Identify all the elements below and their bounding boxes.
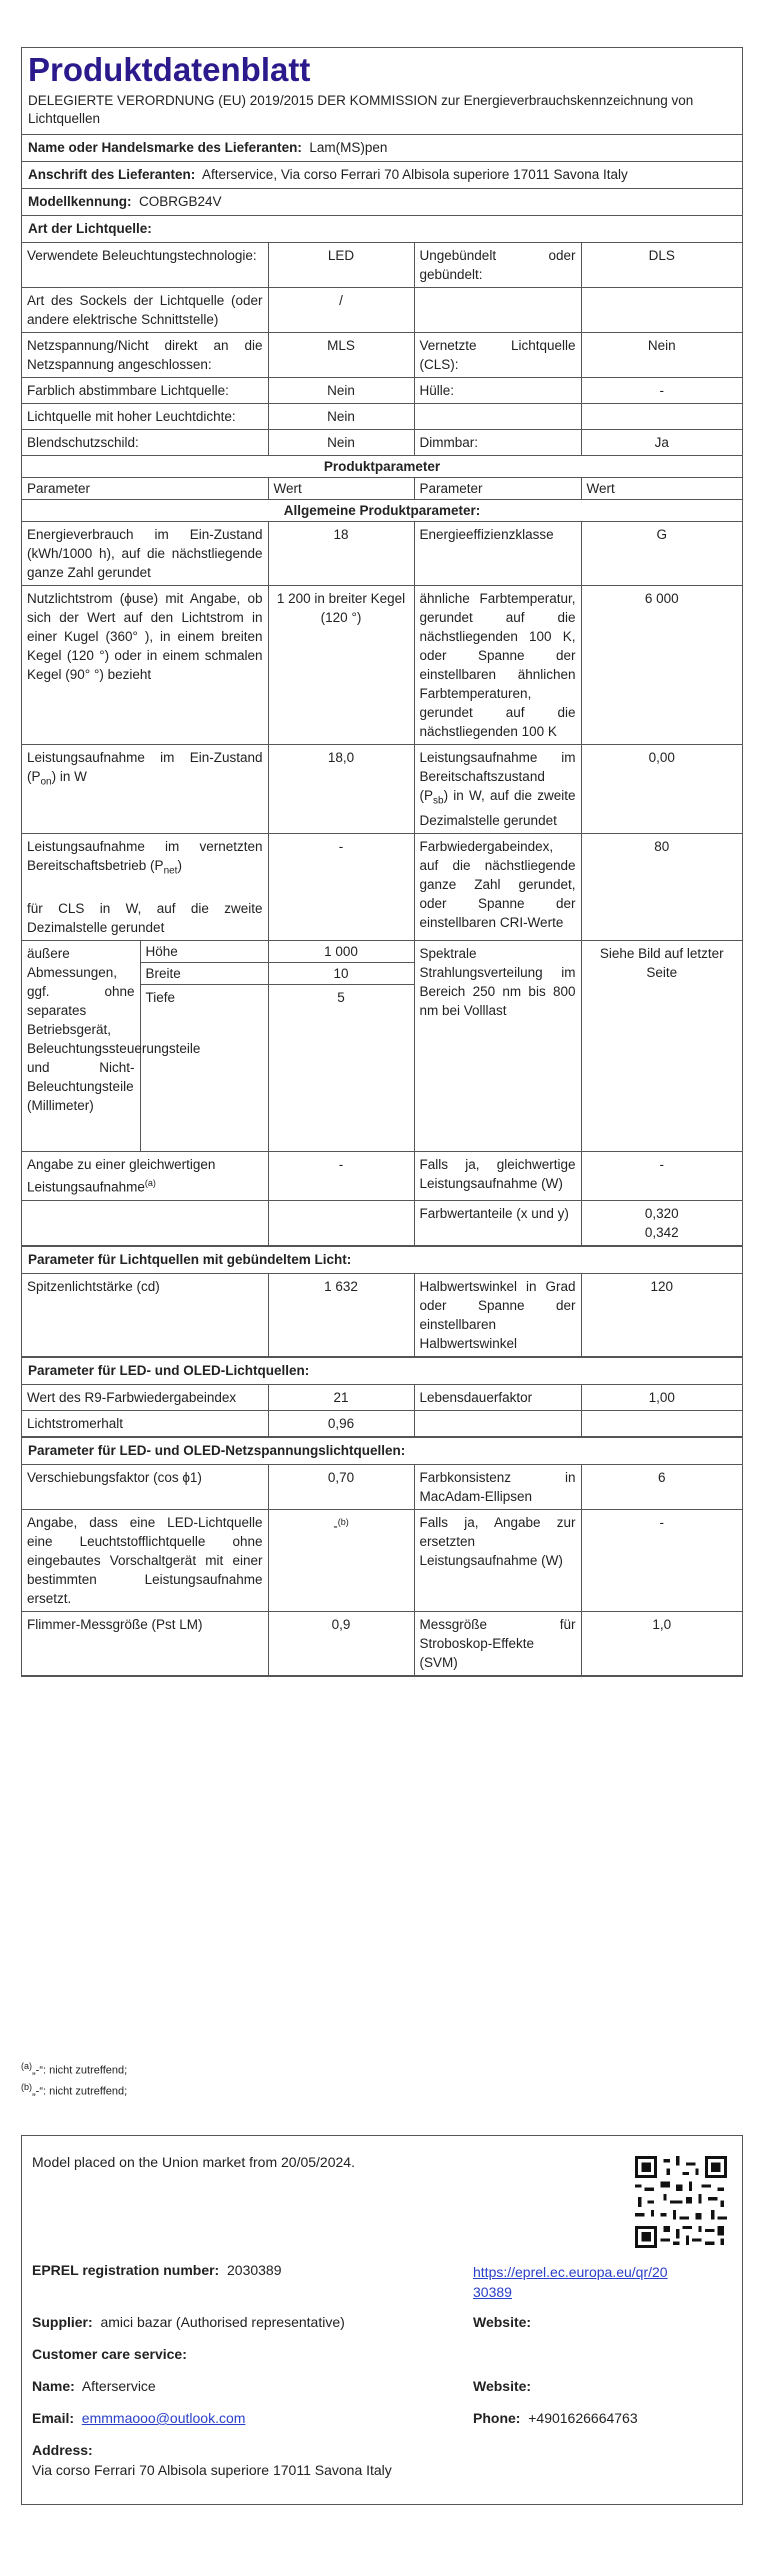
dim-depth-label: Tiefe (140, 985, 268, 1152)
colour-consistency-label: Farbkonsistenz in MacAdam-Ellipsen (414, 1464, 581, 1509)
empty-cell (22, 1200, 268, 1245)
replaced-power-value: - (581, 1509, 742, 1611)
supplier-website-label: Website: (473, 2314, 532, 2330)
anti-glare-value: Nein (268, 430, 414, 456)
mains-label: Netzspannung/Nicht direkt an die Netzspannung angeschlossen: (22, 333, 268, 378)
peak-intensity-label: Spitzenlichtstärke (cd) (22, 1273, 268, 1356)
survival-factor-label: Lebensdauerfaktor (414, 1384, 581, 1410)
empty-cell (414, 404, 581, 430)
table-row (22, 378, 742, 404)
dim-width-value: 10 (268, 963, 414, 985)
replacement-claim-value: -$^{(b)}$ (268, 1509, 414, 1611)
care-website-label: Website: (473, 2378, 532, 2394)
equivalent-power-claim-label: Angabe zu einer gleichwertigen Leistungsaufnahme$^{(a)}$ (22, 1152, 268, 1201)
spd-value: Siehe Bild auf letzter Seite (581, 941, 742, 1152)
table-row (22, 333, 742, 378)
care-address-value: Via corso Ferrari 70 Albisola superiore 17011 Savona Italy (32, 2462, 392, 2478)
qr-code-icon (635, 2156, 727, 2248)
product-information-sheet (21, 47, 743, 1677)
table-row (22, 456, 742, 478)
cri-value: 80 (581, 833, 742, 941)
directional-heading: Parameter für Lichtquellen mit gebündeltem Licht: (22, 1246, 742, 1273)
dimensions-label: äußere Abmessungen, ggf. ohne separates Betriebsgerät, Beleuchtungssteuerungsteile und Nicht-Beleuchtungsteile (Millimeter) (22, 941, 140, 1152)
table-row (22, 1410, 742, 1436)
care-email-link[interactable]: emmmaooo@outlook.com (81, 2410, 246, 2426)
column-header-value: Wert (581, 478, 742, 500)
supplier-address-row (22, 161, 742, 188)
footnotes (21, 2058, 127, 2099)
page-title: Produktdatenblatt (28, 51, 311, 88)
regulation-text: DELEGIERTE VERORDNUNG (EU) 2019/2015 DER KOMMISSION zur Energieverbrauchskennzeichnung von Lichtquellen (28, 93, 694, 126)
table-row (22, 1464, 742, 1509)
useful-flux-value: 1 200 in breiter Kegel (120 °) (268, 586, 414, 745)
table-row (22, 941, 742, 963)
envelope-label: Hülle: (414, 378, 581, 404)
flicker-value: 0,9 (268, 1611, 414, 1675)
cct-value: 6 000 (581, 586, 742, 745)
beam-angle-value: 120 (581, 1273, 742, 1356)
dim-depth-value: 5 (268, 985, 414, 1152)
care-name-label: Name: (32, 2378, 75, 2394)
envelope-value: - (581, 378, 742, 404)
equivalent-power-label: Falls ja, gleichwertige Leistungsaufnahme (W) (414, 1152, 581, 1201)
beam-angle-label: Halbwertswinkel in Grad oder Spanne der einstellbaren Halbwertswinkel (414, 1273, 581, 1356)
equivalent-power-value: - (581, 1152, 742, 1201)
supplier-address-label: Anschrift des Lieferanten: (28, 167, 196, 182)
energy-class-value: G (581, 522, 742, 586)
dimmable-value: Ja (581, 430, 742, 456)
equivalent-power-claim-value: - (268, 1152, 414, 1201)
dimmable-label: Dimmbar: (414, 430, 581, 456)
cct-label: ähnliche Farbtemperatur, gerundet auf die nächstliegenden 100 K, oder Spanne der einstellbaren ähnlichen Farbtemperaturen, gerundet auf die nächstliegenden 100 K (414, 586, 581, 745)
light-source-type-heading: Art der Lichtquelle: (22, 215, 742, 242)
cls-value: Nein (581, 333, 742, 378)
empty-cell (414, 288, 581, 333)
care-email-row (32, 2410, 245, 2426)
on-mode-power-label: Leistungsaufnahme im Ein-Zustand $(P_{on})$ in W (22, 745, 268, 834)
chromaticity-value: 0,320 0,342 (581, 1200, 742, 1245)
mains-value: MLS (268, 333, 414, 378)
care-address-label: Address: (32, 2442, 93, 2458)
tech-label: Verwendete Beleuchtungstechnologie: (22, 243, 268, 288)
standby-power-value: 0,00 (581, 745, 742, 834)
table-row (22, 1384, 742, 1410)
dim-height-label: Höhe (140, 941, 268, 963)
empty-cell (414, 1410, 581, 1436)
svm-label: Messgröße für Stroboskop-Effekte (SVM) (414, 1611, 581, 1675)
displacement-factor-value: 0,70 (268, 1464, 414, 1509)
footnote-b: $^{(b)}$„-“: nicht zutreffend; (21, 2081, 128, 2098)
survival-factor-value: 1,00 (581, 1384, 742, 1410)
mls-heading: Parameter für LED- und OLED-Netzspannungslichtquellen: (22, 1437, 742, 1464)
customer-care-label: Customer care service: (32, 2346, 187, 2362)
directional-label: Ungebündelt oder gebündelt: (414, 243, 581, 288)
svm-value: 1,0 (581, 1611, 742, 1675)
care-phone-row (473, 2410, 638, 2426)
model-row (22, 188, 742, 215)
displacement-factor-label: Verschiebungsfaktor (cos ϕ1) (22, 1464, 268, 1509)
cap-type-label: Art des Sockels der Lichtquelle (oder andere elektrische Schnittstelle) (22, 288, 268, 333)
dim-width-label: Breite (140, 963, 268, 985)
table-row (22, 1200, 742, 1245)
replacement-claim-label: Angabe, dass eine LED-Lichtquelle eine Leuchtstofflichtquelle ohne eingebautes Vorschaltgerät mit einer bestimmten Leistungsaufnahme ersetzt. (22, 1509, 268, 1611)
eprel-reg-label: EPREL registration number: (32, 2262, 220, 2278)
column-header-value: Wert (268, 478, 414, 500)
care-name-row (32, 2378, 156, 2394)
table-row (22, 1611, 742, 1675)
product-params-heading: Produktparameter (22, 456, 742, 478)
on-mode-power-value: 18,0 (268, 745, 414, 834)
empty-cell (581, 404, 742, 430)
chromaticity-label: Farbwertanteile (x und y) (414, 1200, 581, 1245)
table-row (22, 500, 742, 522)
cap-type-value: / (268, 288, 414, 333)
eprel-link[interactable]: https://eprel.ec.europa.eu/qr/20 30389 (473, 2264, 668, 2300)
table-header-row (22, 478, 742, 500)
cls-label: Vernetzte Lichtquelle (CLS): (414, 333, 581, 378)
care-email-label: Email: (32, 2410, 75, 2426)
general-params-heading: Allgemeine Produktparameter: (22, 500, 742, 522)
led-heading: Parameter für LED- und OLED-Lichtquellen: (22, 1357, 742, 1384)
care-phone-label: Phone: (473, 2410, 521, 2426)
empty-cell (268, 1200, 414, 1245)
tunable-value: Nein (268, 378, 414, 404)
supplier-name-row (22, 134, 742, 161)
networked-standby-value: - (268, 833, 414, 941)
supplier-name-label: Name oder Handelsmarke des Lieferanten: (28, 140, 302, 155)
table-row (22, 288, 742, 333)
care-phone-value: +4901626664763 (528, 2410, 638, 2426)
spd-label: Spektrale Strahlungsverteilung im Bereich 250 nm bis 800 nm bei Volllast (414, 941, 581, 1152)
model-label: Modellkennung: (28, 194, 132, 209)
general-params-table (22, 522, 742, 1246)
directional-table (22, 1273, 742, 1357)
energy-consumption-label: Energieverbrauch im Ein-Zustand (kWh/1000 h), auf die nächstliegende ganze Zahl gerundet (22, 522, 268, 586)
high-luminance-label: Lichtquelle mit hoher Leuchtdichte: (22, 404, 268, 430)
table-row (22, 522, 742, 586)
anti-glare-label: Blendschutzschild: (22, 430, 268, 456)
supplier-name-value: Lam(MS)pen (309, 140, 388, 155)
supplier-address-value: Afterservice, Via corso Ferrari 70 Albisola superiore 17011 Savona Italy (202, 167, 628, 182)
led-table (22, 1384, 742, 1437)
table-row (22, 586, 742, 745)
replaced-power-label: Falls ja, Angabe zur ersetzten Leistungsaufnahme (W) (414, 1509, 581, 1611)
r9-value: 21 (268, 1384, 414, 1410)
column-header-parameter: Parameter (414, 478, 581, 500)
table-row (22, 404, 742, 430)
table-row (22, 833, 742, 941)
eprel-reg-value: 2030389 (227, 2262, 282, 2278)
table-row (22, 243, 742, 288)
lumen-maintenance-label: Lichtstromerhalt (22, 1410, 268, 1436)
lumen-maintenance-value: 0,96 (268, 1410, 414, 1436)
table-row (22, 1509, 742, 1611)
eprel-box (21, 2135, 743, 2505)
table-row (22, 430, 742, 456)
standby-power-label: Leistungsaufnahme im Bereitschaftszustand $(P_{sb})$ in W, auf die zweite Dezimalstelle gerundet (414, 745, 581, 834)
table-row (22, 1273, 742, 1356)
colour-consistency-value: 6 (581, 1464, 742, 1509)
energy-consumption-value: 18 (268, 522, 414, 586)
eprel-reg-row (32, 2262, 282, 2278)
dim-height-value: 1 000 (268, 941, 414, 963)
r9-label: Wert des R9-Farbwiedergabeindex (22, 1384, 268, 1410)
tech-value: LED (268, 243, 414, 288)
table-row (22, 745, 742, 834)
peak-intensity-value: 1 632 (268, 1273, 414, 1356)
supplier-value: amici bazar (Authorised representative) (100, 2314, 345, 2330)
tunable-label: Farblich abstimmbare Lichtquelle: (22, 378, 268, 404)
mls-table (22, 1464, 742, 1676)
care-name-value: Afterservice (81, 2378, 156, 2394)
networked-standby-label: Leistungsaufnahme im vernetzten Bereitschaftsbetrieb $(P_{net})$ für CLS in W, auf die zweite Dezimalstelle gerundet (22, 833, 268, 941)
empty-cell (581, 1410, 742, 1436)
flicker-label: Flimmer-Messgröße (Pst LM) (22, 1611, 268, 1675)
supplier-label: Supplier: (32, 2314, 93, 2330)
energy-class-label: Energieeffizienzklasse (414, 522, 581, 586)
table-row (22, 1152, 742, 1201)
high-luminance-value: Nein (268, 404, 414, 430)
light-source-type-table (22, 242, 742, 522)
model-value: COBRGB24V (139, 194, 222, 209)
supplier-row (32, 2314, 345, 2330)
placed-on-market-text: Model placed on the Union market from 20/05/2024. (32, 2154, 355, 2170)
column-header-parameter: Parameter (22, 478, 268, 500)
footnote-a: $^{(a)}$„-“: nicht zutreffend; (21, 2061, 128, 2077)
cri-label: Farbwiedergabeindex, auf die nächstliegende ganze Zahl gerundet, oder Spanne der einstellbaren CRI-Werte (414, 833, 581, 941)
useful-flux-label: Nutzlichtstrom (ϕuse) mit Angabe, ob sich der Wert auf den Lichtstrom in einer Kugel (360° ), in einem breiten Kegel (120 °) oder in einem schmalen Kegel (90° °) bezieht (22, 586, 268, 745)
empty-cell (581, 288, 742, 333)
directional-value: DLS (581, 243, 742, 288)
